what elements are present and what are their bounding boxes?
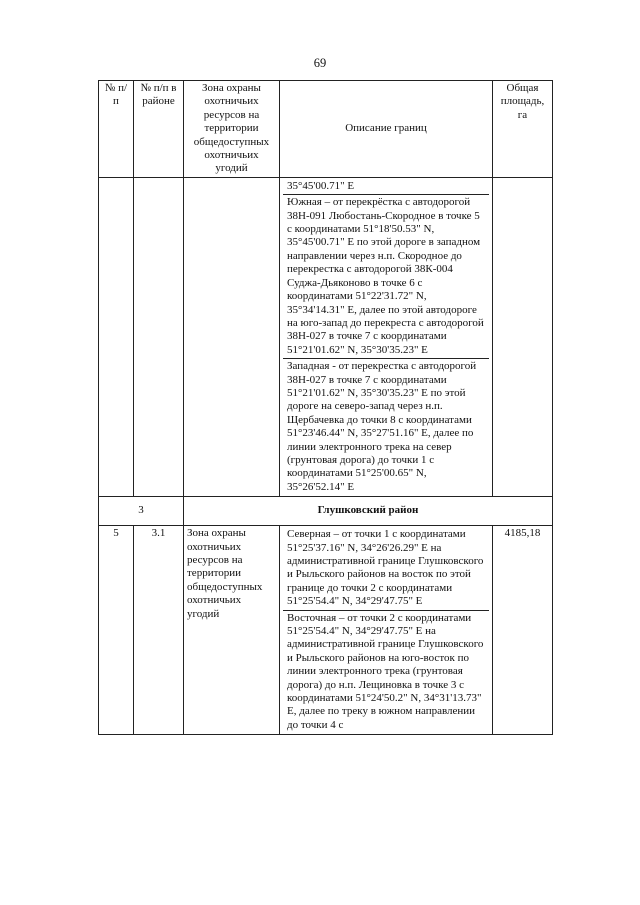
boundary-south: Южная – от перекрёстка с автодорогой 38Н-091 Любостань-Скородное в точке 5 с координатами 51°18'50.53" N, 35°45'00.71" E по этой дороге в западном направлении через н.п. Скородное до перекрестка с автодорогой 38К-004 Суджа-Дьяконово в точке 6 с координатами 51°22'31.72" N, 35°34'14.31" E, далее по этой автодороге на юго-запад до перекреста с автодорогой 38Н-027 в точке 7 с координатами 51°21'01.62" N, 35°30'35.23" E [283, 195, 489, 359]
header-number: № п/п [99, 81, 134, 178]
boundaries-table [98, 80, 553, 735]
cell-empty [134, 177, 184, 496]
header-number-in-district: № п/п в районе [134, 81, 184, 178]
cell-empty [184, 177, 280, 496]
cell-empty [493, 177, 553, 496]
district-row [99, 497, 553, 526]
table-row [99, 526, 553, 735]
district-number: 3 [99, 497, 184, 526]
header-description: Описание границ [280, 81, 493, 178]
page-number: 69 [313, 56, 327, 70]
table-header-row [99, 81, 553, 178]
table-row-continued [99, 177, 553, 496]
row-number: 5 [99, 526, 134, 735]
header-area: Общая площадь, га [493, 81, 553, 178]
description-cell [280, 526, 493, 735]
description-segments [283, 179, 489, 495]
description-cell [280, 177, 493, 496]
zone-name: Зона охраны охотничьих ресурсов на территории общедоступных охотничьих угодий [184, 526, 280, 735]
header-zone: Зона охраны охотничьих ресурсов на территории общедоступных охотничьих угодий [184, 81, 280, 178]
boundary-west: Западная - от перекрестка с автодорогой 38Н-027 в точке 7 с координатами 51°21'01.62" N, 35°30'35.23" E по этой дороге на северо-запад через н.п. Щербачевка до точки 8 с координатами 51°23'46.44" N, 35°27'51.16" E, далее по линии электронного трека на север (грунтовая дорога) до точки 1 с координатами 51°25'00.65" N, 35°26'52.14" E [287, 360, 477, 493]
cell-empty [99, 177, 134, 496]
row-number-in-district: 3.1 [134, 526, 184, 735]
description-segments [283, 527, 489, 733]
area-value: 4185,18 [493, 526, 553, 735]
boundary-segment: 35°45'00.71" E [283, 179, 489, 195]
boundary-north: Северная – от точки 1 с координатами 51°25'37.16" N, 34°26'26.29" E на административной границе Глушковского и Рыльского районов на восток по этой границе до точки 2 с координатами 51°25'54.4" N, 34°29'47.75" E [283, 527, 489, 610]
boundary-east: Восточная – от точки 2 с координатами 51°25'54.4" N, 34°29'47.75" E на административной границе Глушковского и Рыльского районов на юго-восток по линии электронного трека (грунтовая дорога) до н.п. Лещиновка в точке 3 с координатами 51°24'50.2" N, 34°31'13.73" E, далее по треку в южном направлении до точки 4 с [287, 611, 484, 731]
district-name: Глушковский район [184, 497, 553, 526]
